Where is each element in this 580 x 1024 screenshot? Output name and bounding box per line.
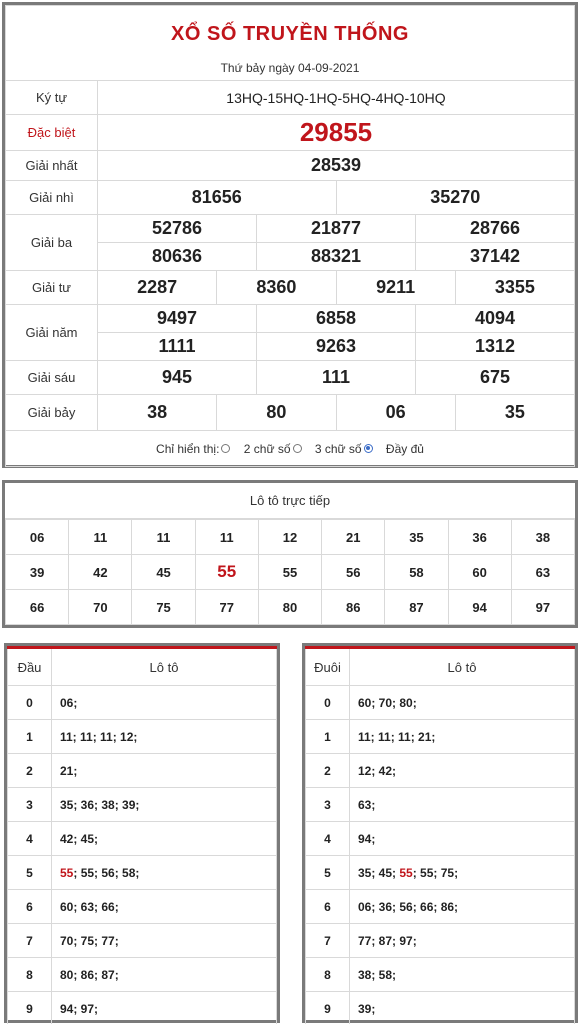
loto-list-cell xyxy=(52,992,277,1024)
loto-list-text: ; 55; 56; 58; xyxy=(73,865,140,880)
loto-list-text: 60; 70; 80; xyxy=(358,695,417,710)
label-third-prize: Giải ba xyxy=(6,215,98,271)
loto-number: 12 xyxy=(258,520,321,555)
highlighted-number: 55 xyxy=(399,865,413,880)
loto-number: 11 xyxy=(195,520,258,555)
table-row xyxy=(8,924,277,958)
digit-cell: 1 xyxy=(306,720,350,754)
loto-list-cell xyxy=(52,788,277,822)
loto-number: 11 xyxy=(69,520,132,555)
loto-list-text: 35; 45; xyxy=(358,865,400,880)
table-row xyxy=(306,992,575,1024)
digit-cell: 3 xyxy=(306,788,350,822)
loto-number: 21 xyxy=(322,520,385,555)
tail-col-header: Đuôi xyxy=(306,648,350,686)
sixth-prize-number: 111 xyxy=(257,361,416,395)
seventh-prize-number: 80 xyxy=(217,395,336,431)
digit-cell: 2 xyxy=(306,754,350,788)
loto-number: 66 xyxy=(6,590,69,625)
loto-list-text: 35; 36; 38; 39; xyxy=(60,797,140,812)
loto-number: 63 xyxy=(511,555,574,590)
loto-number: 77 xyxy=(195,590,258,625)
loto-live-table xyxy=(5,519,575,625)
loto-list-text: 11; 11; 11; 21; xyxy=(358,729,436,744)
first-prize-number: 28539 xyxy=(98,151,575,181)
loto-number: 38 xyxy=(511,520,574,555)
table-row xyxy=(8,720,277,754)
loto-list-cell xyxy=(350,788,575,822)
loto-number: 55 xyxy=(258,555,321,590)
loto-number: 86 xyxy=(322,590,385,625)
filter-full-option[interactable] xyxy=(386,442,424,456)
loto-list-cell xyxy=(52,924,277,958)
digit-cell: 6 xyxy=(306,890,350,924)
filter-prefix-label: Chỉ hiển thị: xyxy=(156,441,220,456)
table-row xyxy=(8,856,277,890)
digit-cell: 0 xyxy=(306,686,350,720)
sixth-prize-number: 675 xyxy=(416,361,575,395)
loto-number: 36 xyxy=(448,520,511,555)
filter-prefix-option[interactable] xyxy=(156,442,230,456)
third-prize-number: 88321 xyxy=(257,243,416,271)
label-seventh-prize: Giải bảy xyxy=(6,395,98,431)
digit-cell: 7 xyxy=(306,924,350,958)
tail-table xyxy=(305,646,575,1024)
loto-list-cell xyxy=(350,924,575,958)
loto-number: 42 xyxy=(69,555,132,590)
draw-date: Thứ bảy ngày 04-09-2021 xyxy=(6,56,575,81)
digit-cell: 1 xyxy=(8,720,52,754)
loto-list-text: 94; 97; xyxy=(60,1001,99,1016)
table-row xyxy=(306,754,575,788)
loto-list-text: 63; xyxy=(358,797,376,812)
label-sixth-prize: Giải sáu xyxy=(6,361,98,395)
loto-list-cell xyxy=(350,992,575,1024)
label-special-prize: Đặc biệt xyxy=(6,115,98,151)
special-prize-number: 29855 xyxy=(98,115,575,151)
fifth-prize-number: 9263 xyxy=(257,333,416,361)
digit-cell: 4 xyxy=(8,822,52,856)
table-row xyxy=(306,822,575,856)
fifth-prize-number: 1312 xyxy=(416,333,575,361)
loto-list-cell xyxy=(350,822,575,856)
table-row xyxy=(8,890,277,924)
loto-list-cell xyxy=(52,958,277,992)
third-prize-number: 80636 xyxy=(98,243,257,271)
table-row xyxy=(8,686,277,720)
head-col-header: Đầu xyxy=(8,648,52,686)
fourth-prize-number: 8360 xyxy=(217,271,336,305)
digit-cell: 8 xyxy=(8,958,52,992)
loto-list-text: 38; 58; xyxy=(358,967,397,982)
fifth-prize-number: 6858 xyxy=(257,305,416,333)
loto-number: 56 xyxy=(322,555,385,590)
loto-list-text: 60; 63; 66; xyxy=(60,899,119,914)
loto-number: 55 xyxy=(195,555,258,590)
radio-button[interactable] xyxy=(293,444,302,453)
loto-number: 60 xyxy=(448,555,511,590)
digit-cell: 0 xyxy=(8,686,52,720)
loto-list-cell xyxy=(350,720,575,754)
loto-number: 11 xyxy=(132,520,195,555)
sixth-prize-number: 945 xyxy=(98,361,257,395)
seventh-prize-number: 06 xyxy=(336,395,455,431)
fifth-prize-number: 4094 xyxy=(416,305,575,333)
label-first-prize: Giải nhất xyxy=(6,151,98,181)
table-row xyxy=(8,754,277,788)
loto-list-cell xyxy=(350,686,575,720)
loto-number: 70 xyxy=(69,590,132,625)
filter-option-label: 2 chữ số xyxy=(243,441,291,456)
filter-option-label: Đầy đủ xyxy=(385,441,424,456)
loto-number: 75 xyxy=(132,590,195,625)
title-cell xyxy=(6,6,575,56)
fourth-prize-number: 2287 xyxy=(98,271,217,305)
loto-list-cell xyxy=(350,856,575,890)
filter-option-label: 3 chữ số xyxy=(314,441,362,456)
head-panel xyxy=(4,643,280,1023)
loto-col-header: Lô tô xyxy=(350,648,575,686)
table-row xyxy=(8,788,277,822)
table-row xyxy=(306,788,575,822)
fourth-prize-number: 3355 xyxy=(455,271,574,305)
seventh-prize-number: 35 xyxy=(455,395,574,431)
loto-list-cell xyxy=(52,822,277,856)
loto-list-cell xyxy=(52,754,277,788)
loto-number: 45 xyxy=(132,555,195,590)
third-prize-number: 28766 xyxy=(416,215,575,243)
results-panel xyxy=(2,2,578,468)
label-second-prize: Giải nhì xyxy=(6,181,98,215)
loto-list-text: 77; 87; 97; xyxy=(358,933,417,948)
loto-list-cell xyxy=(52,856,277,890)
radio-button-selected[interactable] xyxy=(364,444,373,453)
digit-cell: 8 xyxy=(306,958,350,992)
third-prize-number: 21877 xyxy=(257,215,416,243)
table-row xyxy=(8,822,277,856)
fifth-prize-number: 1111 xyxy=(98,333,257,361)
loto-number: 87 xyxy=(385,590,448,625)
table-row xyxy=(306,890,575,924)
table-row xyxy=(306,924,575,958)
fourth-prize-number: 9211 xyxy=(336,271,455,305)
loto-list-cell xyxy=(350,754,575,788)
table-row xyxy=(306,720,575,754)
fifth-prize-number: 9497 xyxy=(98,305,257,333)
loto-number: 80 xyxy=(258,590,321,625)
loto-number: 39 xyxy=(6,555,69,590)
loto-number: 35 xyxy=(385,520,448,555)
loto-list-text: 42; 45; xyxy=(60,831,99,846)
loto-number: 97 xyxy=(511,590,574,625)
loto-list-text: 70; 75; 77; xyxy=(60,933,119,948)
digit-cell: 4 xyxy=(306,822,350,856)
third-prize-number: 52786 xyxy=(98,215,257,243)
highlighted-number: 55 xyxy=(60,865,74,880)
loto-list-text: 21; xyxy=(60,763,78,778)
label-fourth-prize: Giải tư xyxy=(6,271,98,305)
loto-list-cell xyxy=(350,958,575,992)
digit-cell: 6 xyxy=(8,890,52,924)
loto-list-cell xyxy=(52,720,277,754)
head-table xyxy=(7,646,277,1024)
table-row xyxy=(306,686,575,720)
table-row xyxy=(8,992,277,1024)
digit-cell: 7 xyxy=(8,924,52,958)
table-row xyxy=(8,958,277,992)
digit-cell: 9 xyxy=(306,992,350,1024)
tail-panel xyxy=(302,643,578,1023)
loto-list-text: 80; 86; 87; xyxy=(60,967,119,982)
second-prize-number: 35270 xyxy=(336,181,575,215)
kytu-value: 13HQ-15HQ-1HQ-5HQ-4HQ-10HQ xyxy=(98,81,575,115)
second-prize-number: 81656 xyxy=(98,181,337,215)
filter-2-digits-option[interactable] xyxy=(244,442,302,456)
page-title: XỔ SỐ TRUYỀN THỐNG xyxy=(171,23,409,46)
radio-button[interactable] xyxy=(221,444,230,453)
loto-list-text: 39; xyxy=(358,1001,376,1016)
loto-live-panel xyxy=(2,480,578,628)
loto-live-title: Lô tô trực tiếp xyxy=(5,483,575,519)
table-row xyxy=(306,958,575,992)
table-row xyxy=(306,856,575,890)
label-kytu: Ký tự xyxy=(6,81,98,115)
loto-number: 58 xyxy=(385,555,448,590)
loto-list-text: 06; 36; 56; 66; 86; xyxy=(358,899,459,914)
loto-number: 94 xyxy=(448,590,511,625)
results-table xyxy=(5,5,575,467)
loto-col-header: Lô tô xyxy=(52,648,277,686)
seventh-prize-number: 38 xyxy=(98,395,217,431)
loto-list-cell xyxy=(350,890,575,924)
digit-cell: 3 xyxy=(8,788,52,822)
display-filter xyxy=(6,431,575,467)
loto-number: 06 xyxy=(6,520,69,555)
digit-cell: 5 xyxy=(8,856,52,890)
loto-list-text: ; 55; 75; xyxy=(412,865,459,880)
label-fifth-prize: Giải năm xyxy=(6,305,98,361)
loto-list-cell xyxy=(52,890,277,924)
digit-cell: 9 xyxy=(8,992,52,1024)
digit-cell: 2 xyxy=(8,754,52,788)
loto-list-text: 06; xyxy=(60,695,78,710)
loto-list-text: 94; xyxy=(358,831,376,846)
loto-list-text: 11; 11; 11; 12; xyxy=(60,729,138,744)
filter-3-digits-option[interactable] xyxy=(315,442,373,456)
third-prize-number: 37142 xyxy=(416,243,575,271)
loto-list-cell xyxy=(52,686,277,720)
digit-cell: 5 xyxy=(306,856,350,890)
loto-list-text: 12; 42; xyxy=(358,763,397,778)
